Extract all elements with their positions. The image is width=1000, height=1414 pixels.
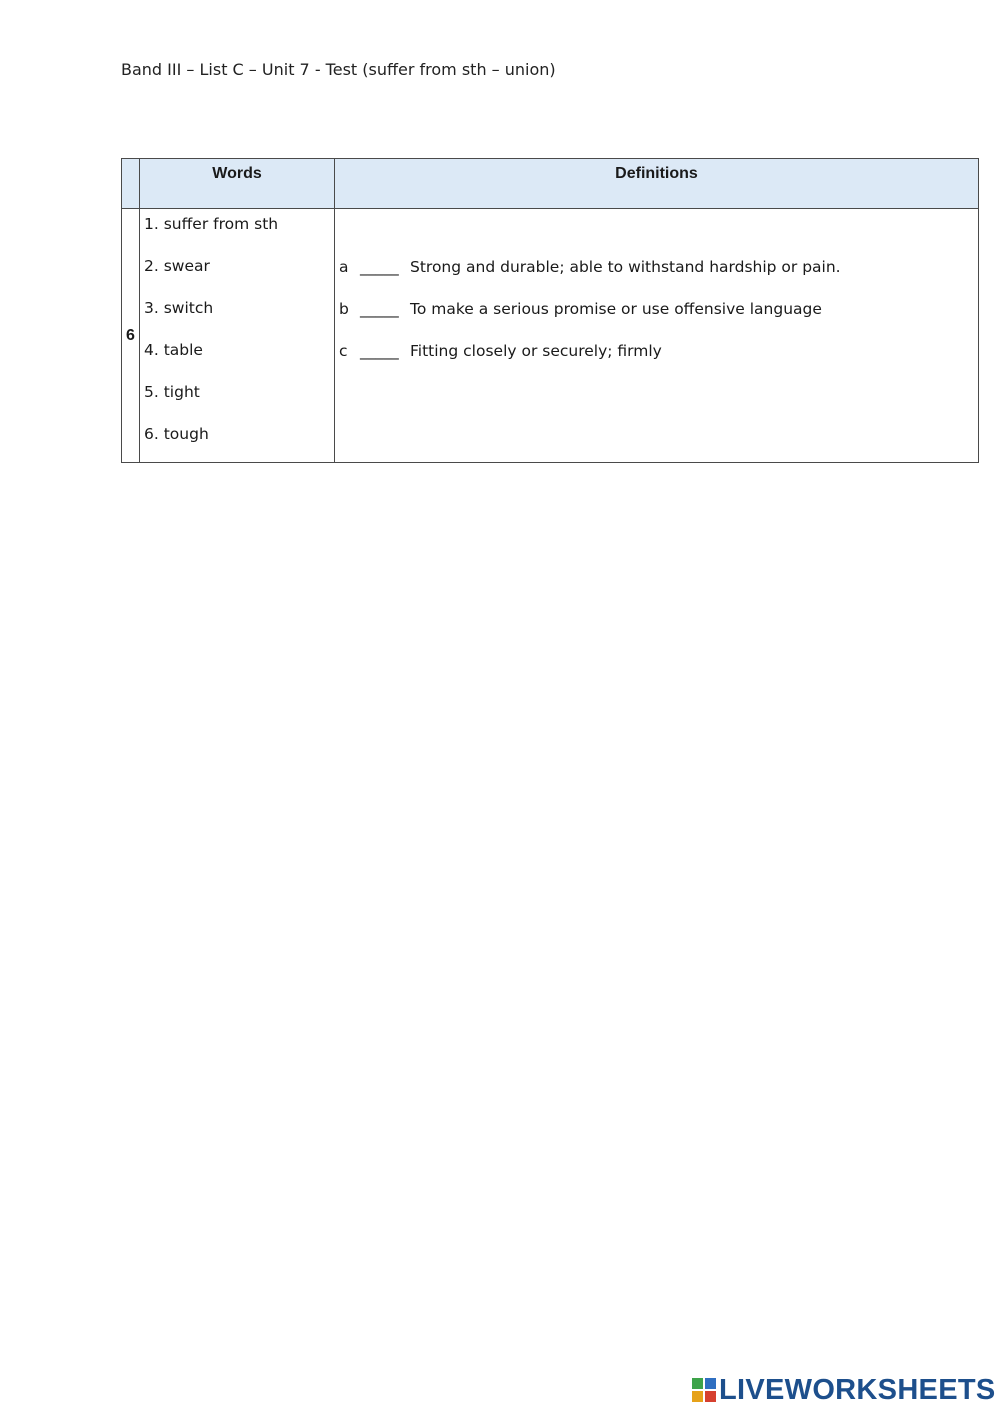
definition-letter: c — [339, 342, 348, 360]
row-number: 6 — [122, 209, 140, 463]
word-item: 1. suffer from sth — [144, 215, 279, 233]
definitions-cell — [335, 209, 979, 463]
answer-blank[interactable]: _____ — [360, 258, 399, 276]
definition-text: To make a serious promise or use offensive language — [410, 300, 822, 318]
definition-item — [335, 253, 978, 295]
definitions-header: Definitions — [335, 159, 979, 209]
definition-item — [335, 295, 978, 337]
definition-letter: a — [339, 258, 349, 276]
liveworksheets-logo-icon — [692, 1378, 716, 1402]
table-body-row — [122, 209, 979, 463]
word-item: 2. swear — [144, 257, 210, 275]
words-cell — [140, 209, 335, 463]
word-list — [140, 209, 334, 462]
definition-item — [335, 337, 978, 379]
definition-text: Strong and durable; able to withstand hardship or pain. — [410, 258, 841, 276]
number-header — [122, 159, 140, 209]
word-item: 5. tight — [144, 383, 200, 401]
word-item: 4. table — [144, 341, 203, 359]
answer-blank[interactable]: _____ — [360, 342, 399, 360]
table-header-row — [122, 159, 979, 209]
liveworksheets-logo — [692, 1374, 996, 1406]
definition-text: Fitting closely or securely; firmly — [410, 342, 662, 360]
matching-table — [121, 158, 979, 463]
document-title: Band III – List C – Unit 7 - Test (suffer from sth – union) — [121, 60, 556, 79]
words-header: Words — [140, 159, 335, 209]
definition-letter: b — [339, 300, 349, 318]
definition-list — [335, 209, 978, 379]
word-item: 6. tough — [144, 425, 209, 443]
brand-text: LIVEWORKSHEETS — [719, 1373, 996, 1406]
word-item: 3. switch — [144, 299, 214, 317]
answer-blank[interactable]: _____ — [360, 300, 399, 318]
